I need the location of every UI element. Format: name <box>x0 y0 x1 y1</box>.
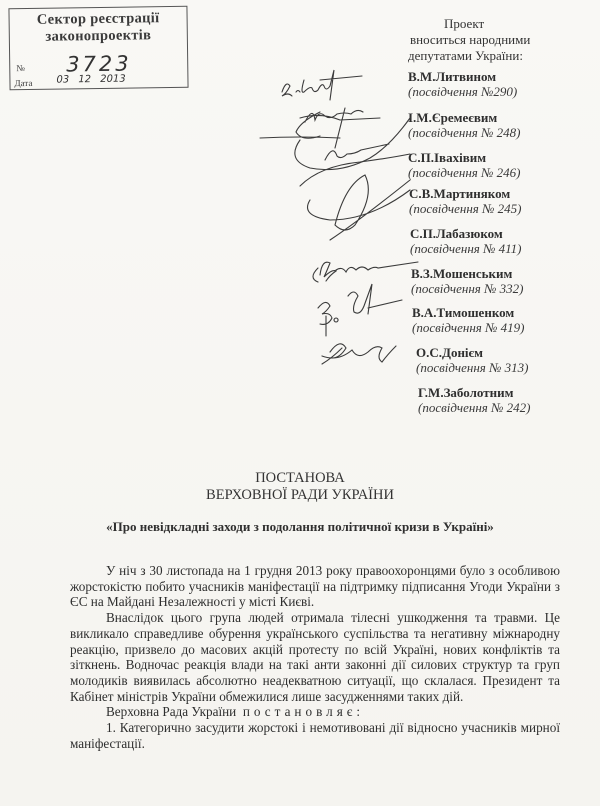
deputy-certificate: (посвідчення № 332) <box>411 281 524 296</box>
document-title: «Про невідкладні заходи з подолання політичної кризи в Україні» <box>106 519 494 534</box>
project-submitted-by: вноситься народними <box>410 32 531 47</box>
deputy-certificate: (посвідчення № 411) <box>410 241 522 256</box>
registration-stamp <box>8 6 188 90</box>
deputy-entry <box>409 186 521 216</box>
deputy-name: О.С.Донієм <box>416 345 484 360</box>
deputy-certificate: (посвідчення № 419) <box>412 320 525 335</box>
deputy-entry <box>418 385 530 415</box>
deputy-entry <box>412 305 524 335</box>
deputy-certificate: (посвідчення №290) <box>408 84 518 99</box>
deputy-certificate: (посвідчення № 245) <box>409 201 522 216</box>
resolution-intro <box>70 704 560 720</box>
deputy-name: Г.М.Заболотним <box>418 385 514 400</box>
stamp-title-line1: Сектор реєстрації <box>36 10 160 28</box>
deputy-entry <box>411 266 523 296</box>
deputy-entry <box>408 69 517 99</box>
stamp-number-value: 3723 <box>66 51 132 77</box>
resolution-item: 1. Категорично засудити жорстокі і немотивовані дії відносно учасників мирної маніфестації. <box>70 720 560 751</box>
stamp-date-label: Дата <box>14 77 33 89</box>
paragraph: Внаслідок цього група людей отримала тілесні ушкодження та травми. Це викликало справедливе обурення українського суспільства та негативну міжнародну реакцію, призвело до масових акцій протесту по всій Україні, нових конфліктів та зіткнень. Водночас реакція влади на такі анти законні дії силових структур та груп молодиків виявилась абсолютно неадекватною ситуації, що склалася. Президент та Кабінет міністрів України обмежилися лише засудженнями таких дій. <box>70 610 560 704</box>
deputy-name: С.В.Мартиняком <box>409 186 511 201</box>
deputy-name: С.П.Лабазюком <box>410 226 503 241</box>
deputy-entry <box>408 110 520 140</box>
deputy-entry <box>416 345 528 375</box>
stamp-number-label: № <box>16 63 25 74</box>
deputy-certificate: (посвідчення № 246) <box>408 165 521 180</box>
stamp-date-value: 03 12 2013 <box>56 73 126 86</box>
paragraph: У ніч з 30 листопада на 1 грудня 2013 року правоохоронцями було з особливою жорстокістю побито учасників маніфестації на підтримку підписання Угоди України з ЄС на Майдані Незалежності у місті Києві. <box>70 563 560 610</box>
document-issuer: ВЕРХОВНОЇ РАДИ УКРАЇНИ <box>206 487 394 503</box>
deputy-entry <box>408 150 520 180</box>
deputy-name: І.М.Єремеєвим <box>408 110 498 125</box>
deputy-name: С.П.Івахівим <box>408 150 487 165</box>
deputy-certificate: (посвідчення № 313) <box>416 360 529 375</box>
resolution-intro-text: Верховна Рада України <box>106 704 237 720</box>
resolution-verb: постановляє: <box>242 704 365 720</box>
deputy-certificate: (посвідчення № 242) <box>418 400 531 415</box>
deputy-name: В.М.Литвином <box>408 69 497 84</box>
deputy-name: В.З.Мошенським <box>411 266 513 281</box>
project-deputies-label: депутатами України: <box>408 48 523 63</box>
project-header <box>410 16 600 64</box>
stamp-title <box>9 10 186 46</box>
document-type: ПОСТАНОВА <box>255 470 345 486</box>
deputy-certificate: (посвідчення № 248) <box>408 125 521 140</box>
deputy-entry <box>410 226 521 256</box>
document-body <box>70 563 560 751</box>
stamp-title-line2: законопроектів <box>45 27 152 45</box>
project-label: Проект <box>444 16 485 31</box>
deputy-name: В.А.Тимошенком <box>412 305 515 320</box>
